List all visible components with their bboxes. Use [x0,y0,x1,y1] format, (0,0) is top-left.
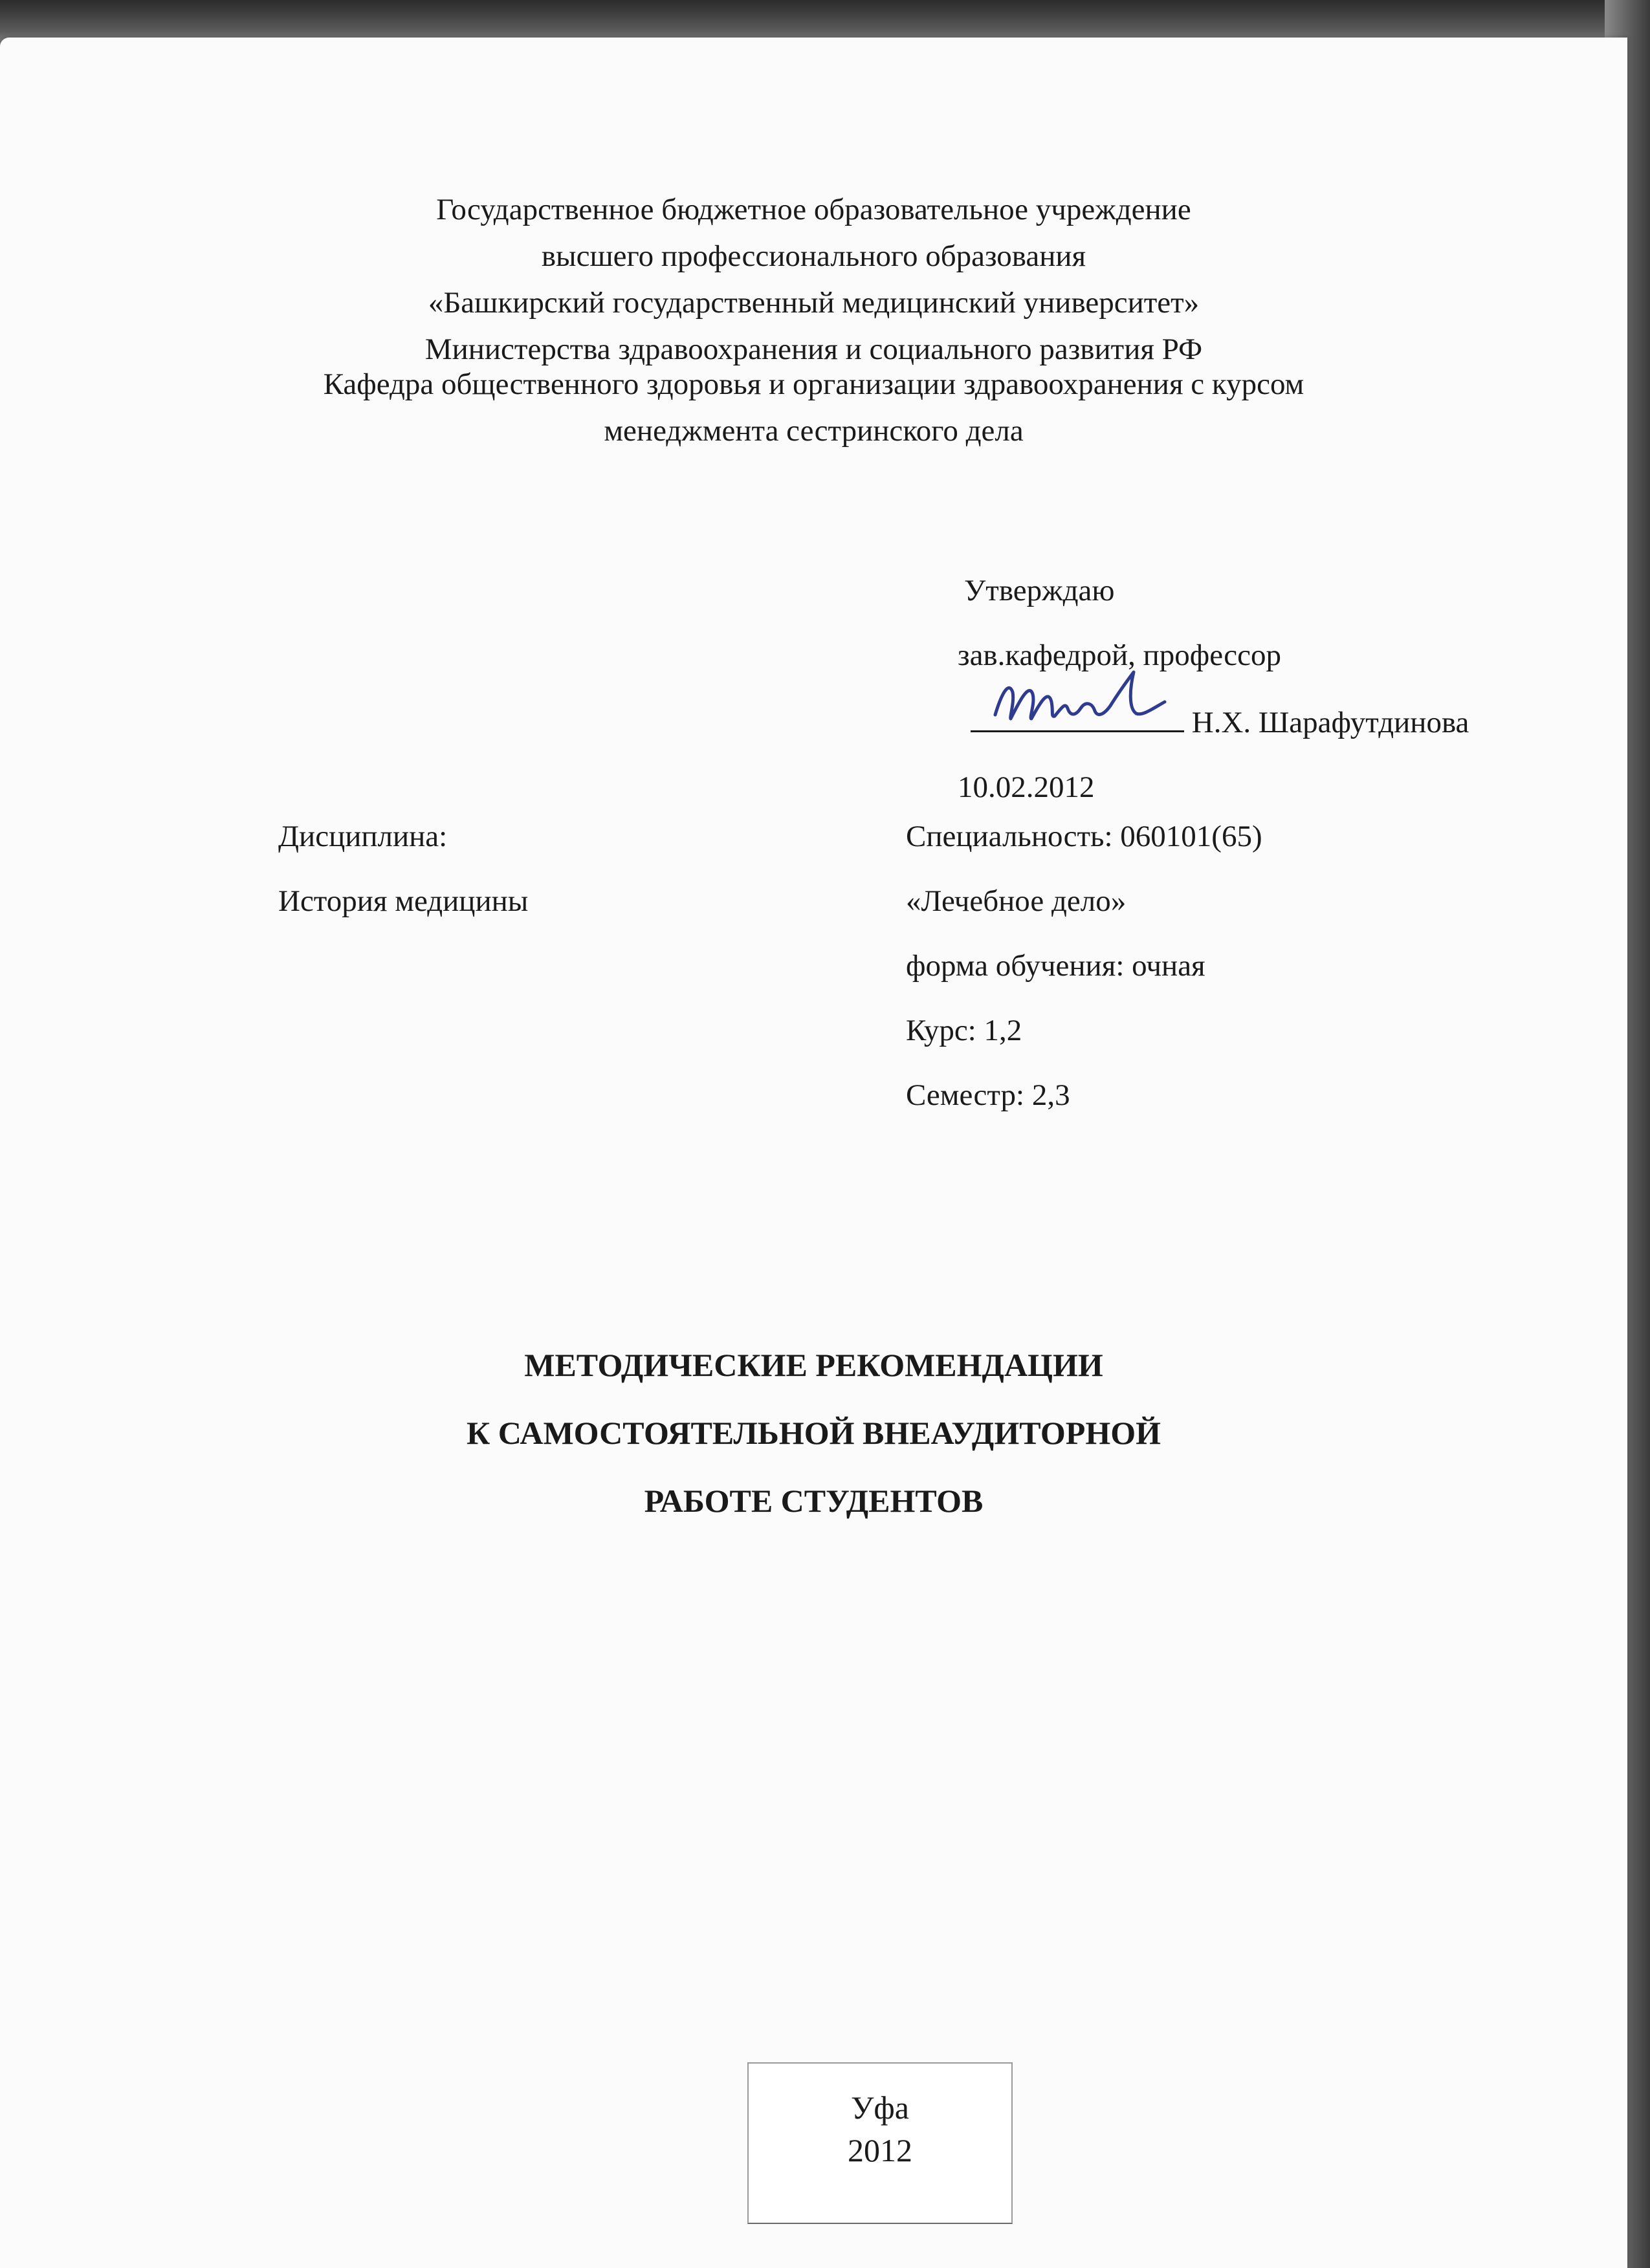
city: Уфа [851,2089,909,2126]
document-title [0,1331,1627,1535]
signature-line [971,688,1184,732]
discipline-label: Дисциплина: [278,820,448,853]
approval-position: зав.кафедрой, профессор [958,638,1281,672]
specialty-code: Специальность: 060101(65) [906,820,1262,853]
institution-line-1: Государственное бюджетное образовательное учреждение [436,193,1191,226]
course: Курс: 1,2 [906,1014,1022,1047]
year: 2012 [848,2132,912,2168]
department-line-1: Кафедра общественного здоровья и организации здравоохранения с курсом [323,367,1304,401]
department-header [0,361,1627,454]
institution-line-4: Министерства здравоохранения и социального развития РФ [424,333,1203,366]
document-page [0,38,1627,2268]
approval-approve: Утверждаю [964,574,1115,607]
specialty-block [906,804,1262,1128]
approval-name: Н.Х. Шарафутдинова [1191,706,1469,739]
institution-header [0,186,1627,373]
approval-block [958,558,1469,820]
institution-line-3: «Башкирский государственный медицинский университет» [428,286,1200,320]
title-line-1: МЕТОДИЧЕСКИЕ РЕКОМЕНДАЦИИ [524,1347,1103,1383]
city-year-box [747,2062,1013,2224]
discipline-value: История медицины [278,884,529,918]
handwritten-signature [984,663,1178,734]
approval-signature-row [958,688,1469,755]
study-form: форма обучения: очная [906,949,1205,983]
department-line-2: менеджмента сестринского дела [604,414,1024,448]
title-line-3: РАБОТЕ СТУДЕНТОВ [644,1483,984,1519]
institution-line-2: высшего профессионального образования [541,239,1086,273]
semester: Семестр: 2,3 [906,1078,1070,1112]
approval-date: 10.02.2012 [958,770,1095,804]
title-line-2: К САМОСТОЯТЕЛЬНОЙ ВНЕАУДИТОРНОЙ [466,1415,1161,1451]
discipline-block [278,804,528,933]
specialty-name: «Лечебное дело» [906,884,1127,918]
